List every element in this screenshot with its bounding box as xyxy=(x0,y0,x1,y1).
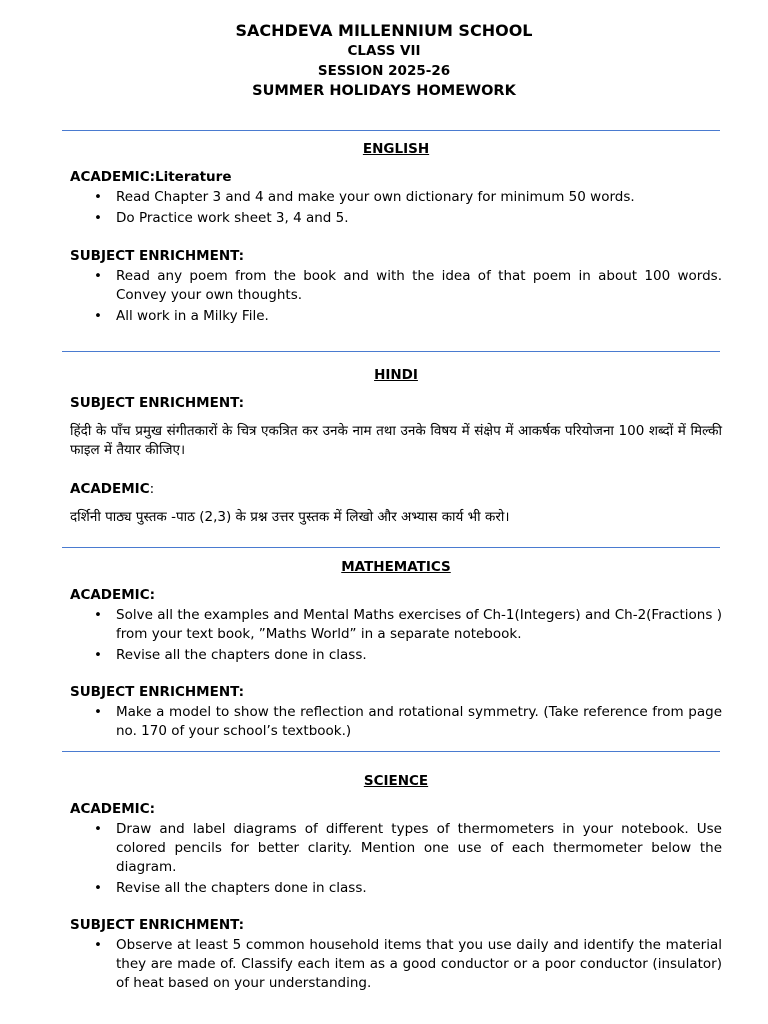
list-item: • Do Practice work sheet 3, 4 and 5. xyxy=(116,209,722,228)
maths-academic-label: ACADEMIC: xyxy=(70,587,155,603)
science-title: SCIENCE xyxy=(363,773,429,789)
science-section xyxy=(70,772,722,993)
english-title: ENGLISH xyxy=(362,141,430,157)
science-academic-list xyxy=(70,820,722,898)
list-item: • Solve all the examples and Mental Maths exercises of Ch-1(Integers) and Ch-2(Fractions ) from your text book, ”Maths World” in a separate notebook. xyxy=(116,606,722,644)
list-item: • All work in a Milky File. xyxy=(116,307,722,326)
english-academic-list xyxy=(70,188,722,228)
document-header xyxy=(0,21,768,101)
hindi-enrichment-label: SUBJECT ENRICHMENT: xyxy=(70,395,245,411)
science-enrichment-list xyxy=(70,936,722,993)
science-academic-label: ACADEMIC: xyxy=(70,801,155,817)
list-item: • Read Chapter 3 and 4 and make your own dictionary for minimum 50 words. xyxy=(116,188,722,207)
school-name: SACHDEVA MILLENNIUM SCHOOL xyxy=(235,21,533,40)
list-item: • Revise all the chapters done in class. xyxy=(116,879,722,898)
list-item: • Observe at least 5 common household items that you use daily and identify the material they are made of. Classify each item as a good conductor or a poor conductor (insulator) of heat based on your understanding. xyxy=(116,936,722,993)
maths-academic-list xyxy=(70,606,722,665)
hindi-academic-text: दर्शिनी पाठ्य पुस्तक -पाठ (2,3) के प्रश्न उत्तर पुस्तक में लिखो और अभ्यास कार्य भी करो। xyxy=(70,509,510,525)
list-item: • Revise all the chapters done in class. xyxy=(116,646,722,665)
class-label: CLASS VII xyxy=(347,43,421,59)
hindi-academic-label xyxy=(70,480,722,499)
hindi-enrichment-text: हिंदी के पाँच प्रमुख संगीतकारों के चित्र एकत्रित कर उनके नाम तथा उनके विषय में संक्षेप में आकर्षक परियोजना 100 शब्दों में मिल्की फाइल में तैयार कीजिए। xyxy=(70,423,722,458)
hindi-academic-label-text: ACADEMIC xyxy=(70,481,150,497)
science-enrichment-label: SUBJECT ENRICHMENT: xyxy=(70,917,245,933)
list-item: • Read any poem from the book and with the idea of that poem in about 100 words. Convey your own thoughts. xyxy=(116,267,722,305)
english-enrichment-list xyxy=(70,267,722,326)
hindi-academic-colon: : xyxy=(149,481,155,497)
maths-title: MATHEMATICS xyxy=(341,559,451,575)
hindi-section xyxy=(70,366,722,527)
english-section xyxy=(70,140,722,326)
maths-enrichment-label: SUBJECT ENRICHMENT: xyxy=(70,684,245,700)
list-item: • Draw and label diagrams of different types of thermometers in your notebook. Use colored pencils for better clarity. Mention one use of each thermometer below the diagram. xyxy=(116,820,722,877)
list-item: • Make a model to show the reflection and rotational symmetry. (Take reference from page no. 170 of your school’s textbook.) xyxy=(116,703,722,741)
english-academic-label: ACADEMIC:Literature xyxy=(70,169,232,185)
divider-3 xyxy=(62,547,720,548)
divider-4 xyxy=(62,751,720,752)
hindi-title: HINDI xyxy=(374,367,418,383)
session-label: SESSION 2025-26 xyxy=(317,63,451,79)
english-enrichment-label: SUBJECT ENRICHMENT: xyxy=(70,248,245,264)
document-title: SUMMER HOLIDAYS HOMEWORK xyxy=(252,83,516,99)
maths-section xyxy=(70,558,722,741)
divider-1 xyxy=(62,130,720,131)
divider-2 xyxy=(62,351,720,352)
maths-enrichment-list xyxy=(70,703,722,741)
